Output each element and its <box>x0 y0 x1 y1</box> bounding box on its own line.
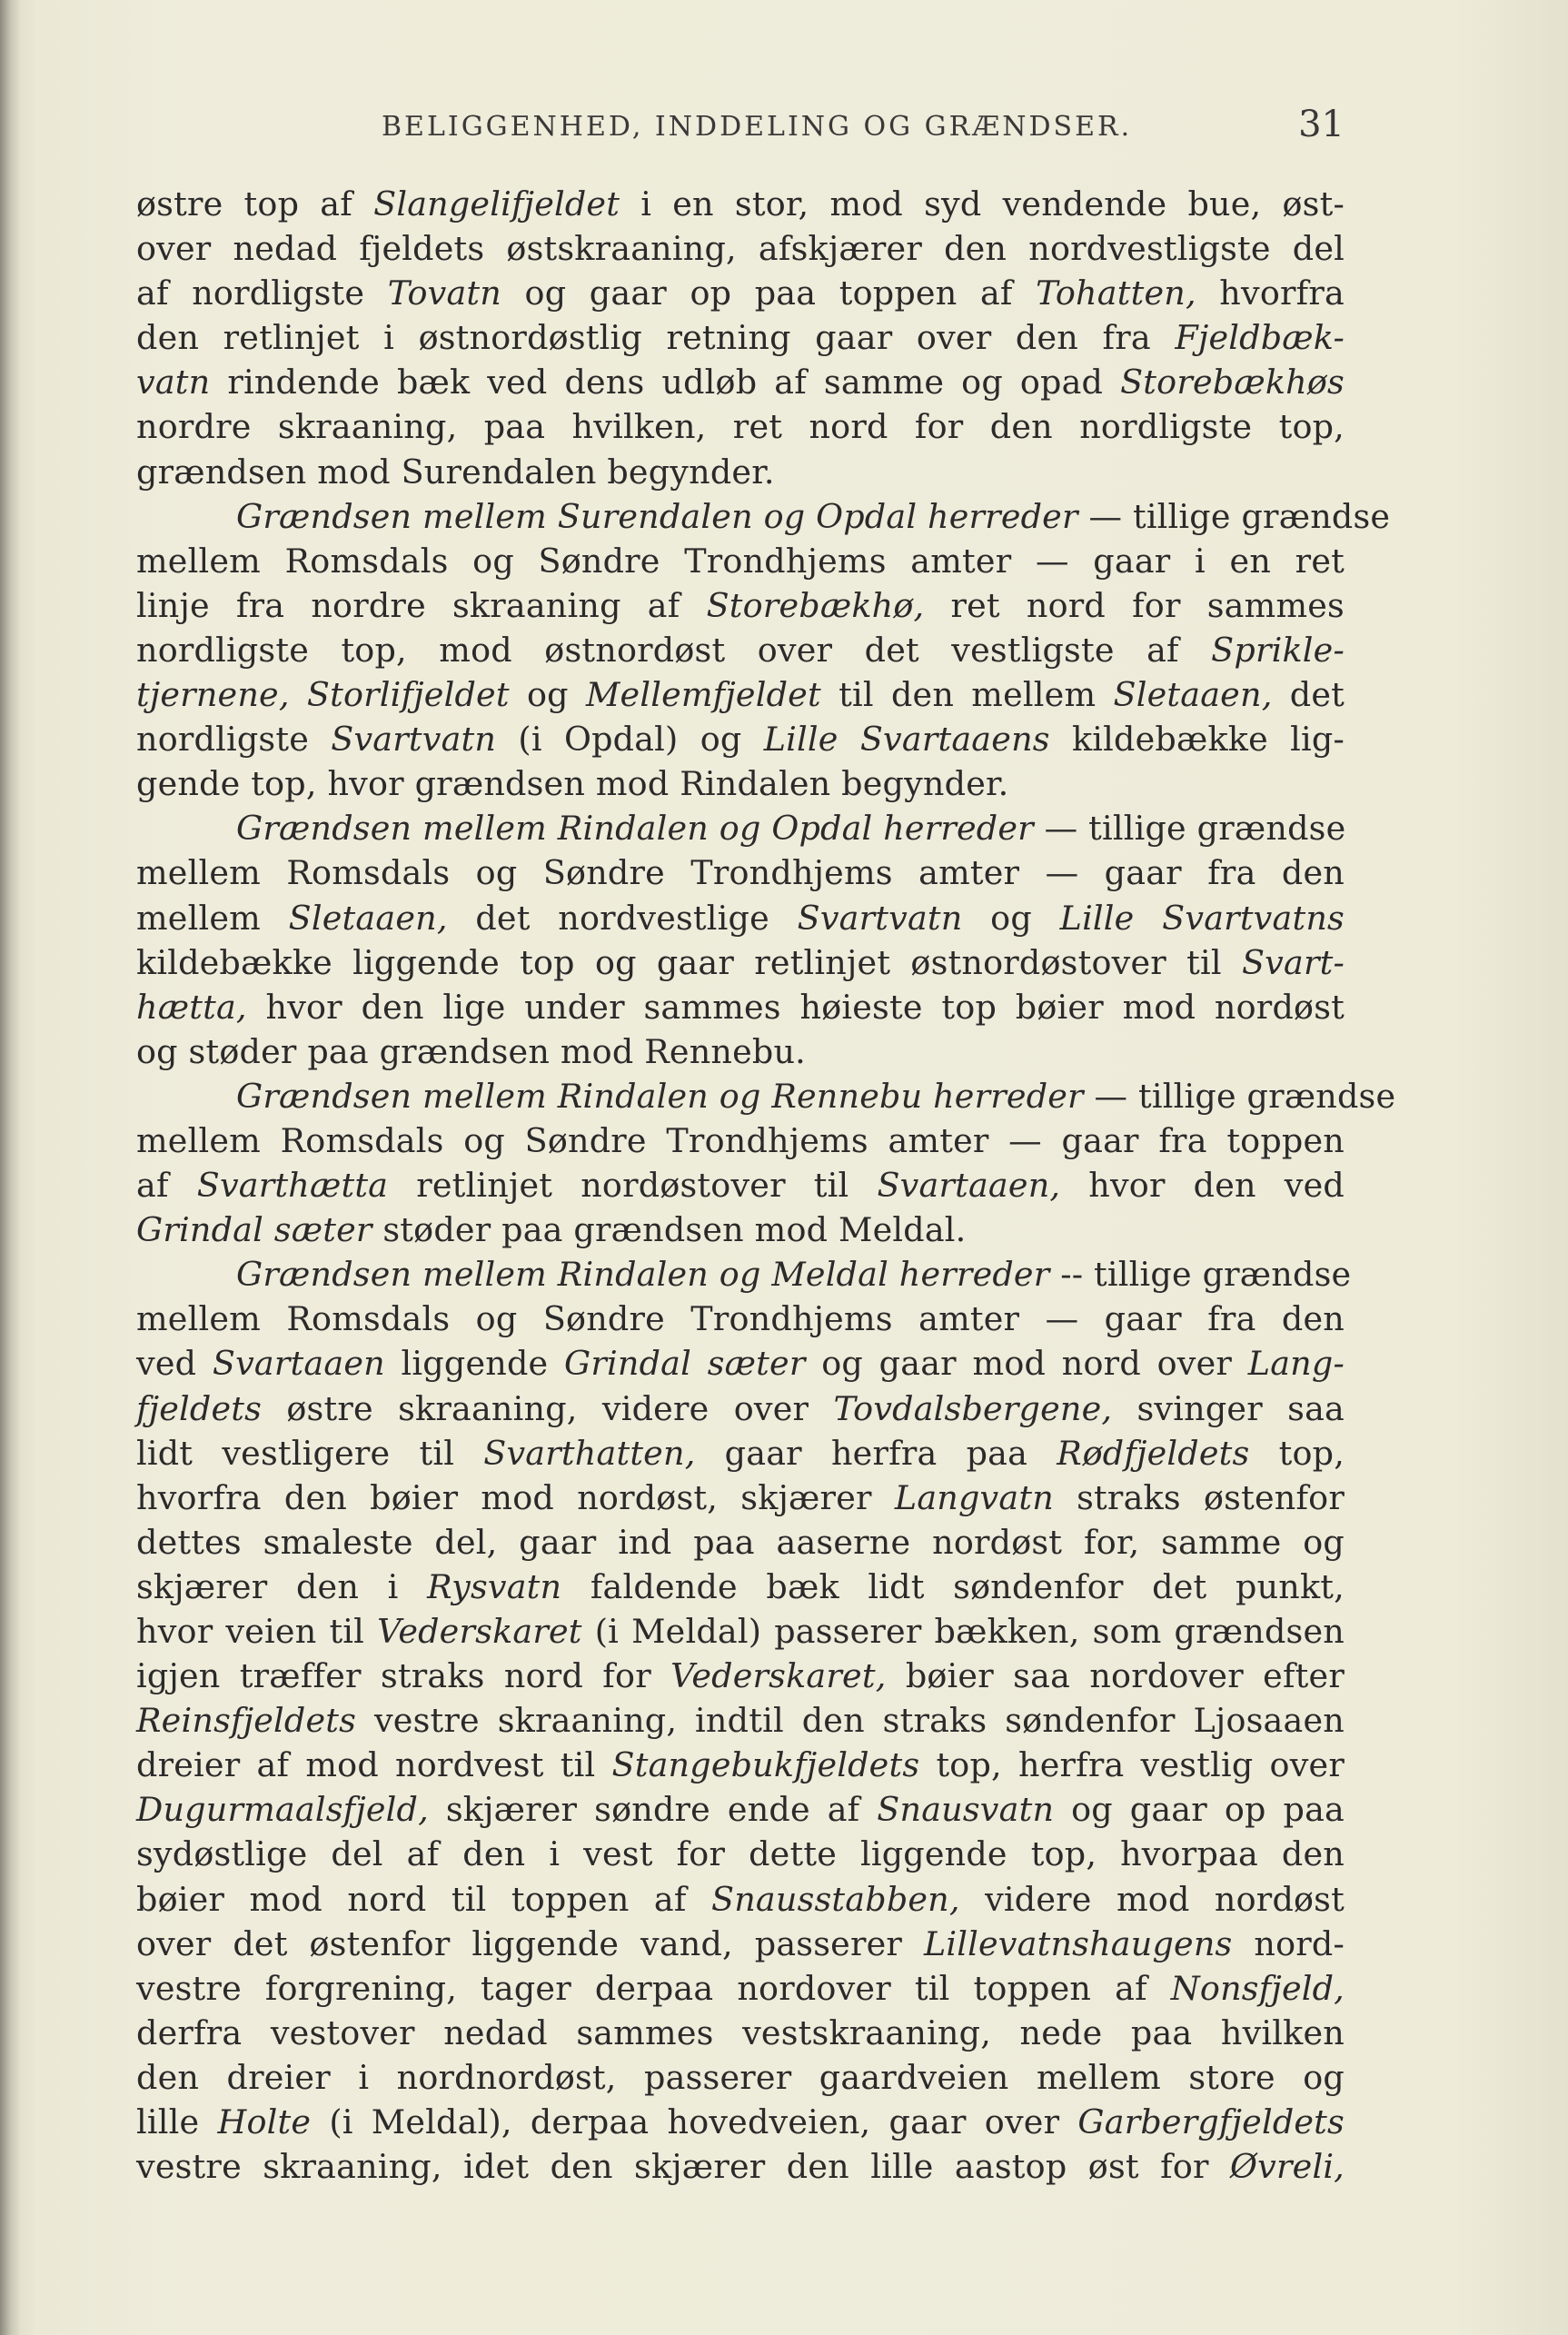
text-run: — tillige grændse <box>1083 1076 1396 1116</box>
text-run: gaar herfra paa <box>695 1433 1057 1473</box>
text-run: top, herfra vestlig over <box>919 1745 1345 1785</box>
text-run: støder paa grændsen mod Meldal. <box>372 1210 967 1250</box>
text-line <box>136 315 1345 360</box>
text-run: -- tillige grændse <box>1049 1255 1352 1295</box>
italic-place-name: Snausstabben, <box>710 1879 960 1919</box>
italic-place-name: Storebækhø, <box>706 585 925 625</box>
italic-place-name: Tovatn <box>387 273 501 313</box>
italic-place-name: Lang- <box>1247 1344 1345 1384</box>
text-line <box>136 1565 1345 1609</box>
text-run: hvor veien til <box>136 1612 378 1651</box>
text-run: bøier saa nordover efter <box>886 1656 1345 1696</box>
text-run: (i Opdal) og <box>496 720 764 760</box>
italic-place-name: Snausvatn <box>877 1790 1055 1830</box>
text-run: hvor den ved <box>1060 1166 1345 1206</box>
italic-place-name: hætta, <box>136 987 247 1027</box>
text-run: (i Meldal) passerer bækken, som grændsen <box>581 1612 1345 1651</box>
text-run: nordre skraaning, paa hvilken, ret nord for den nordligste top, <box>136 407 1345 447</box>
text-run: og gaar op paa toppen af <box>501 273 1037 313</box>
text-line <box>136 628 1345 672</box>
text-line <box>136 1252 1352 1297</box>
text-run: nordligste top, mod østnordøst over det vestligste af <box>136 630 1212 670</box>
page-spine-shadow <box>0 0 20 2335</box>
running-head: BELIGGENHED, INDDELING OG GRÆNDSER. <box>382 111 1133 143</box>
italic-place-name: Grændsen mellem Rindalen og Opdal herreder <box>236 809 1034 849</box>
italic-place-name: Grændsen mellem Surendalen og Opdal herreder <box>236 496 1078 536</box>
text-run: top, <box>1249 1433 1345 1473</box>
text-run: lidt vestligere til <box>136 1433 484 1473</box>
text-line <box>136 672 1345 717</box>
text-line <box>136 2055 1345 2100</box>
italic-place-name: Tovdalsbergene, <box>833 1388 1113 1428</box>
text-run: vestre skraaning, idet den skjærer den lille aastop øst for <box>136 2147 1231 2187</box>
text-line <box>136 1832 1345 1876</box>
italic-place-name: Rødfjeldets <box>1057 1433 1250 1473</box>
text-run: det nordvestlige <box>447 898 798 938</box>
text-line <box>136 1386 1345 1431</box>
italic-place-name: Nonsfjeld, <box>1170 1968 1345 2008</box>
text-line <box>136 2144 1345 2189</box>
italic-place-name: Tohatten, <box>1036 273 1196 313</box>
text-run: straks østenfor <box>1053 1477 1345 1517</box>
text-run: kildebække lig- <box>1049 720 1345 760</box>
italic-place-name: Vederskaret, <box>670 1656 887 1696</box>
text-line <box>136 494 1391 539</box>
text-line <box>136 2100 1345 2144</box>
text-run: gende top, hvor grændsen mod Rindalen begynder. <box>136 764 1009 804</box>
text-run: mellem <box>136 898 289 938</box>
text-line <box>136 940 1345 985</box>
text-line <box>136 1341 1345 1386</box>
text-run: ret nord for sammes <box>924 585 1345 625</box>
italic-place-name: Sletaaen, <box>288 898 448 938</box>
italic-place-name: Grindal sæter <box>136 1210 372 1250</box>
text-run: østre top af <box>136 184 374 224</box>
italic-place-name: Grændsen mellem Rindalen og Rennebu herreder <box>236 1076 1084 1116</box>
italic-place-name: Garbergfjeldets <box>1077 2102 1345 2142</box>
text-line <box>136 985 1345 1029</box>
text-run: rindende bæk ved dens udløb af samme og opad <box>210 363 1121 402</box>
text-run: af nordligste <box>136 273 388 313</box>
text-line <box>136 1922 1345 1966</box>
italic-place-name: Slangelifjeldet <box>373 184 620 224</box>
italic-place-name: Sprikle- <box>1211 630 1345 670</box>
italic-place-name: Dugurmaalsfjeld, <box>136 1790 429 1830</box>
text-run: skjærer den i <box>136 1566 428 1606</box>
text-run: og <box>962 898 1060 938</box>
italic-place-name: Storebækhøs <box>1120 363 1345 402</box>
text-run: og gaar mod nord over <box>805 1344 1248 1384</box>
italic-place-name: tjernene, Storlifjeldet <box>136 675 510 715</box>
text-line <box>136 1431 1345 1476</box>
text-line <box>136 1476 1345 1520</box>
text-line <box>136 1654 1345 1698</box>
text-line <box>136 1207 1345 1252</box>
italic-place-name: Reinsfjeldets <box>136 1701 357 1741</box>
body-text <box>136 182 1396 2189</box>
text-run: — tillige grændse <box>1077 496 1391 536</box>
text-line <box>136 1029 1345 1074</box>
text-run: mellem Romsdals og Søndre Trondhjems amter — gaar fra den <box>136 853 1345 893</box>
italic-place-name: Lillevatnshaugens <box>923 1923 1233 1963</box>
italic-place-name: Rysvatn <box>427 1566 562 1606</box>
text-line <box>136 2011 1345 2055</box>
text-line <box>136 896 1345 940</box>
text-line <box>136 1609 1345 1654</box>
text-line <box>136 182 1345 226</box>
italic-place-name: Stangebukfjeldets <box>611 1745 920 1785</box>
italic-place-name: Lille Svartaaens <box>763 720 1050 760</box>
text-run: derfra vestover nedad sammes vestskraaning, nede paa hvilken <box>136 2012 1345 2052</box>
text-line <box>136 761 1345 806</box>
text-line <box>136 1118 1345 1163</box>
text-run: den dreier i nordnordøst, passerer gaardveien mellem store og <box>136 2057 1345 2097</box>
text-run: sydøstlige del af den i vest for dette liggende top, hvorpaa den <box>136 1834 1345 1874</box>
italic-place-name: Svarthætta <box>196 1166 389 1206</box>
text-run: i en stor, mod syd vendende bue, øst- <box>620 184 1345 224</box>
italic-place-name: Mellemfjeldet <box>585 675 821 715</box>
text-run: mellem Romsdals og Søndre Trondhjems amter — gaar fra toppen <box>136 1120 1345 1160</box>
text-line <box>136 1297 1345 1341</box>
text-line <box>136 850 1345 895</box>
text-run: — tillige grændse <box>1033 809 1346 849</box>
text-line <box>136 1787 1345 1832</box>
text-run: østre skraaning, videre over <box>262 1388 834 1428</box>
text-line <box>136 1743 1345 1787</box>
text-run: skjærer søndre ende af <box>428 1790 878 1830</box>
text-run: og støder paa grændsen mod Rennebu. <box>136 1031 806 1071</box>
italic-place-name: Svartvatn <box>331 720 497 760</box>
text-run: ved <box>136 1344 213 1384</box>
italic-place-name: Grindal sæter <box>564 1344 806 1384</box>
italic-place-name: Svart- <box>1241 942 1345 982</box>
text-run: vestre skraaning, indtil den straks søndenfor Ljosaaen <box>356 1701 1345 1741</box>
text-run: grændsen mod Surendalen begynder. <box>136 452 775 492</box>
text-run: og gaar op paa <box>1054 1790 1345 1830</box>
text-run: af <box>136 1166 197 1206</box>
text-run: hvorfra <box>1196 273 1345 313</box>
italic-place-name: fjeldets <box>136 1388 263 1428</box>
text-run: svinger saa <box>1112 1388 1345 1428</box>
italic-place-name: Øvreli, <box>1230 2147 1345 2187</box>
text-run: nord- <box>1232 1923 1345 1963</box>
text-line <box>136 360 1345 404</box>
italic-place-name: Svartaaen <box>212 1344 385 1384</box>
text-run: faldende bæk lidt søndenfor det punkt, <box>561 1566 1345 1606</box>
text-run: og <box>509 675 586 715</box>
text-run: mellem Romsdals og Søndre Trondhjems amter — gaar i en ret <box>136 541 1345 581</box>
text-line <box>136 404 1345 449</box>
text-line <box>136 450 1345 494</box>
text-line <box>136 1877 1345 1922</box>
italic-place-name: Langvatn <box>894 1477 1054 1517</box>
italic-place-name: Vederskaret <box>377 1612 582 1651</box>
page-number: 31 <box>1298 104 1345 145</box>
text-line <box>136 583 1345 628</box>
italic-place-name: vatn <box>136 363 211 402</box>
text-line <box>136 717 1345 761</box>
text-run: nordligste <box>136 720 332 760</box>
text-run: til den mellem <box>820 675 1114 715</box>
text-line <box>136 1520 1345 1565</box>
text-run: over nedad fjeldets østskraaning, afskjærer den nordvestligste del <box>136 229 1345 269</box>
italic-place-name: Holte <box>217 2102 312 2142</box>
text-line <box>136 1163 1345 1207</box>
italic-place-name: Svarthatten, <box>483 1433 696 1473</box>
page-header <box>136 102 1345 156</box>
text-run: retlinjet nordøstover til <box>388 1166 878 1206</box>
text-line <box>136 1966 1345 2011</box>
text-run: vestre forgrening, tager derpaa nordover til toppen af <box>136 1968 1171 2008</box>
italic-place-name: Sletaaen, <box>1113 675 1273 715</box>
text-run: hvorfra den bøier mod nordøst, skjærer <box>136 1477 895 1517</box>
text-run: over det østenfor liggende vand, passerer <box>136 1923 924 1963</box>
text-run: kildebække liggende top og gaar retlinjet østnordøstover til <box>136 942 1242 982</box>
text-run: liggende <box>384 1344 565 1384</box>
text-line <box>136 539 1345 583</box>
text-run: hvor den lige under sammes høieste top bøier mod nordøst <box>246 987 1345 1027</box>
text-run: (i Meldal), derpaa hovedveien, gaar over <box>311 2102 1078 2142</box>
text-run: det <box>1272 675 1345 715</box>
text-run: linje fra nordre skraaning af <box>136 585 707 625</box>
text-run: bøier mod nord til toppen af <box>136 1879 711 1919</box>
text-line <box>136 271 1345 315</box>
italic-place-name: Grændsen mellem Rindalen og Meldal herreder <box>236 1255 1050 1295</box>
text-run: igjen træffer straks nord for <box>136 1656 671 1696</box>
text-run: den retlinjet i østnordøstlig retning gaar over den fra <box>136 318 1176 358</box>
text-line <box>136 1698 1345 1743</box>
text-line <box>136 226 1345 271</box>
text-run: videre mod nordøst <box>959 1879 1345 1919</box>
text-line <box>136 1074 1396 1118</box>
italic-place-name: Svartvatn <box>797 898 963 938</box>
text-run: dreier af mod nordvest til <box>136 1745 612 1785</box>
italic-place-name: Svartaaen, <box>877 1166 1061 1206</box>
text-run: mellem Romsdals og Søndre Trondhjems amter — gaar fra den <box>136 1299 1345 1339</box>
italic-place-name: Lille Svartvatns <box>1059 898 1345 938</box>
text-line <box>136 806 1345 850</box>
italic-place-name: Fjeldbæk- <box>1175 318 1345 358</box>
text-run: lille <box>136 2102 218 2142</box>
text-run: dettes smaleste del, gaar ind paa aaserne nordøst for, samme og <box>136 1522 1345 1562</box>
